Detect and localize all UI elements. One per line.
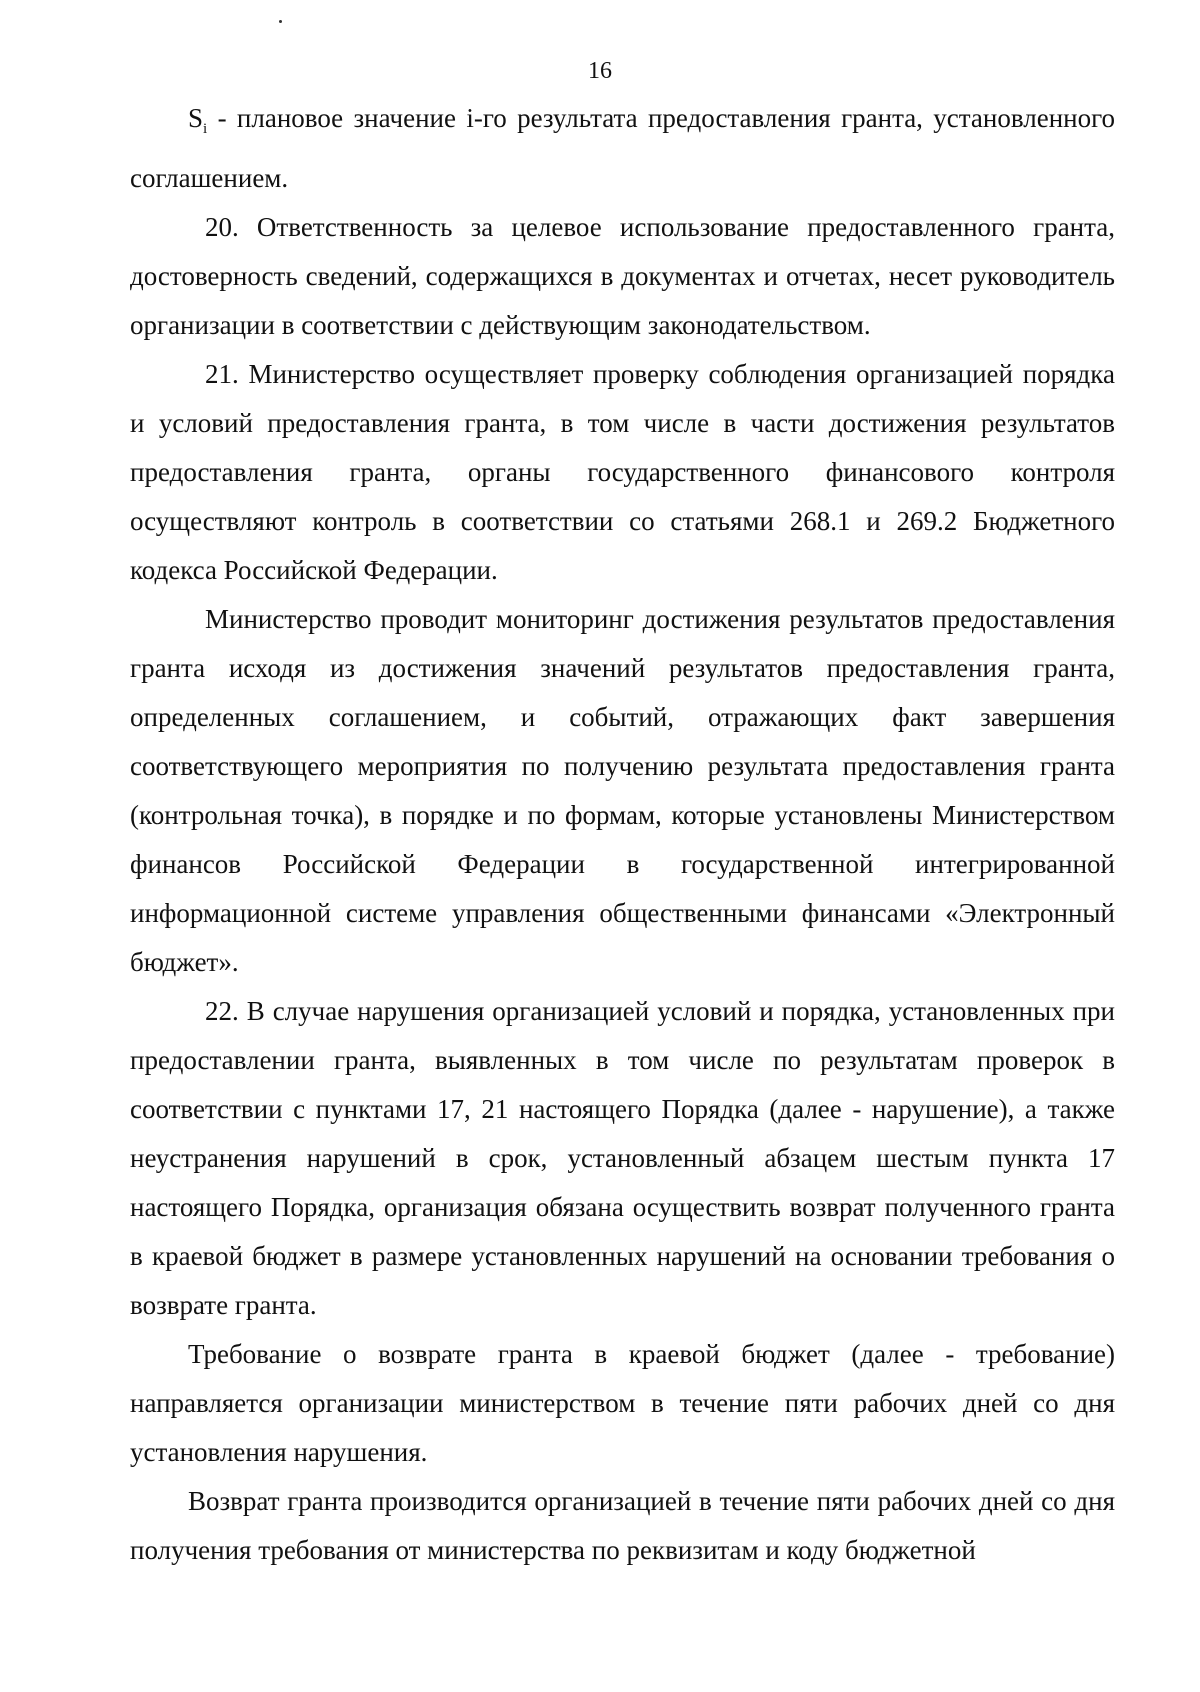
paragraph-21: 21. Министерство осуществляет проверку соблюдения организацией порядка и условий предоставления гранта, в том числе в части достижения результатов предоставления гранта, органы государственного финансового контроля осуществляют контроль в соответствии со статьями 268.1 и 269.2 Бюджетного кодекса Российской Федерации. [130, 359, 1115, 585]
definition-paragraph [130, 94, 1115, 203]
paragraph-20: 20. Ответственность за целевое использование предоставленного гранта, достоверность сведений, содержащихся в документах и отчетах, несет руководитель организации в соответствии с действующим законодательством. [130, 212, 1115, 340]
scan-artifact-dot [279, 20, 282, 23]
paragraph-monitoring: Министерство проводит мониторинг достижения результатов предоставления гранта исходя из достижения значений результатов предоставления гранта, определенных соглашением, и событий, отражающих факт завершения соответствующего мероприятия по получению результата предоставления гранта (контрольная точка), в порядке и по формам, которые установлены Министерством финансов Российской Федерации в государственной интегрированной информационной системе управления общественными финансами «Электронный бюджет». [130, 604, 1115, 977]
paragraph-refund: Возврат гранта производится организацией в течение пяти рабочих дней со дня получения требования от министерства по реквизитам и коду бюджетной [130, 1486, 1115, 1565]
definition-subscript: i [203, 121, 208, 137]
definition-symbol: S [188, 103, 204, 133]
body-text [130, 94, 1115, 1575]
paragraph-requirement: Требование о возврате гранта в краевой бюджет (далее - требование) направляется организации министерством в течение пяти рабочих дней со дня установления нарушения. [130, 1339, 1115, 1467]
paragraph-22: 22. В случае нарушения организацией условий и порядка, установленных при предоставлении гранта, выявленных в том числе по результатам проверок в соответствии с пунктами 17, 21 настоящего Порядка (далее - нарушение), а также неустранения нарушений в срок, установленный абзацем шестым пункта 17 настоящего Порядка, организация обязана осуществить возврат полученного гранта в краевой бюджет в размере установленных нарушений на основании требования о возврате гранта. [130, 996, 1115, 1320]
page-number: 16 [588, 58, 612, 84]
definition-text: - плановое значение i-го результата предоставления гранта, установленного соглашением. [130, 103, 1115, 193]
